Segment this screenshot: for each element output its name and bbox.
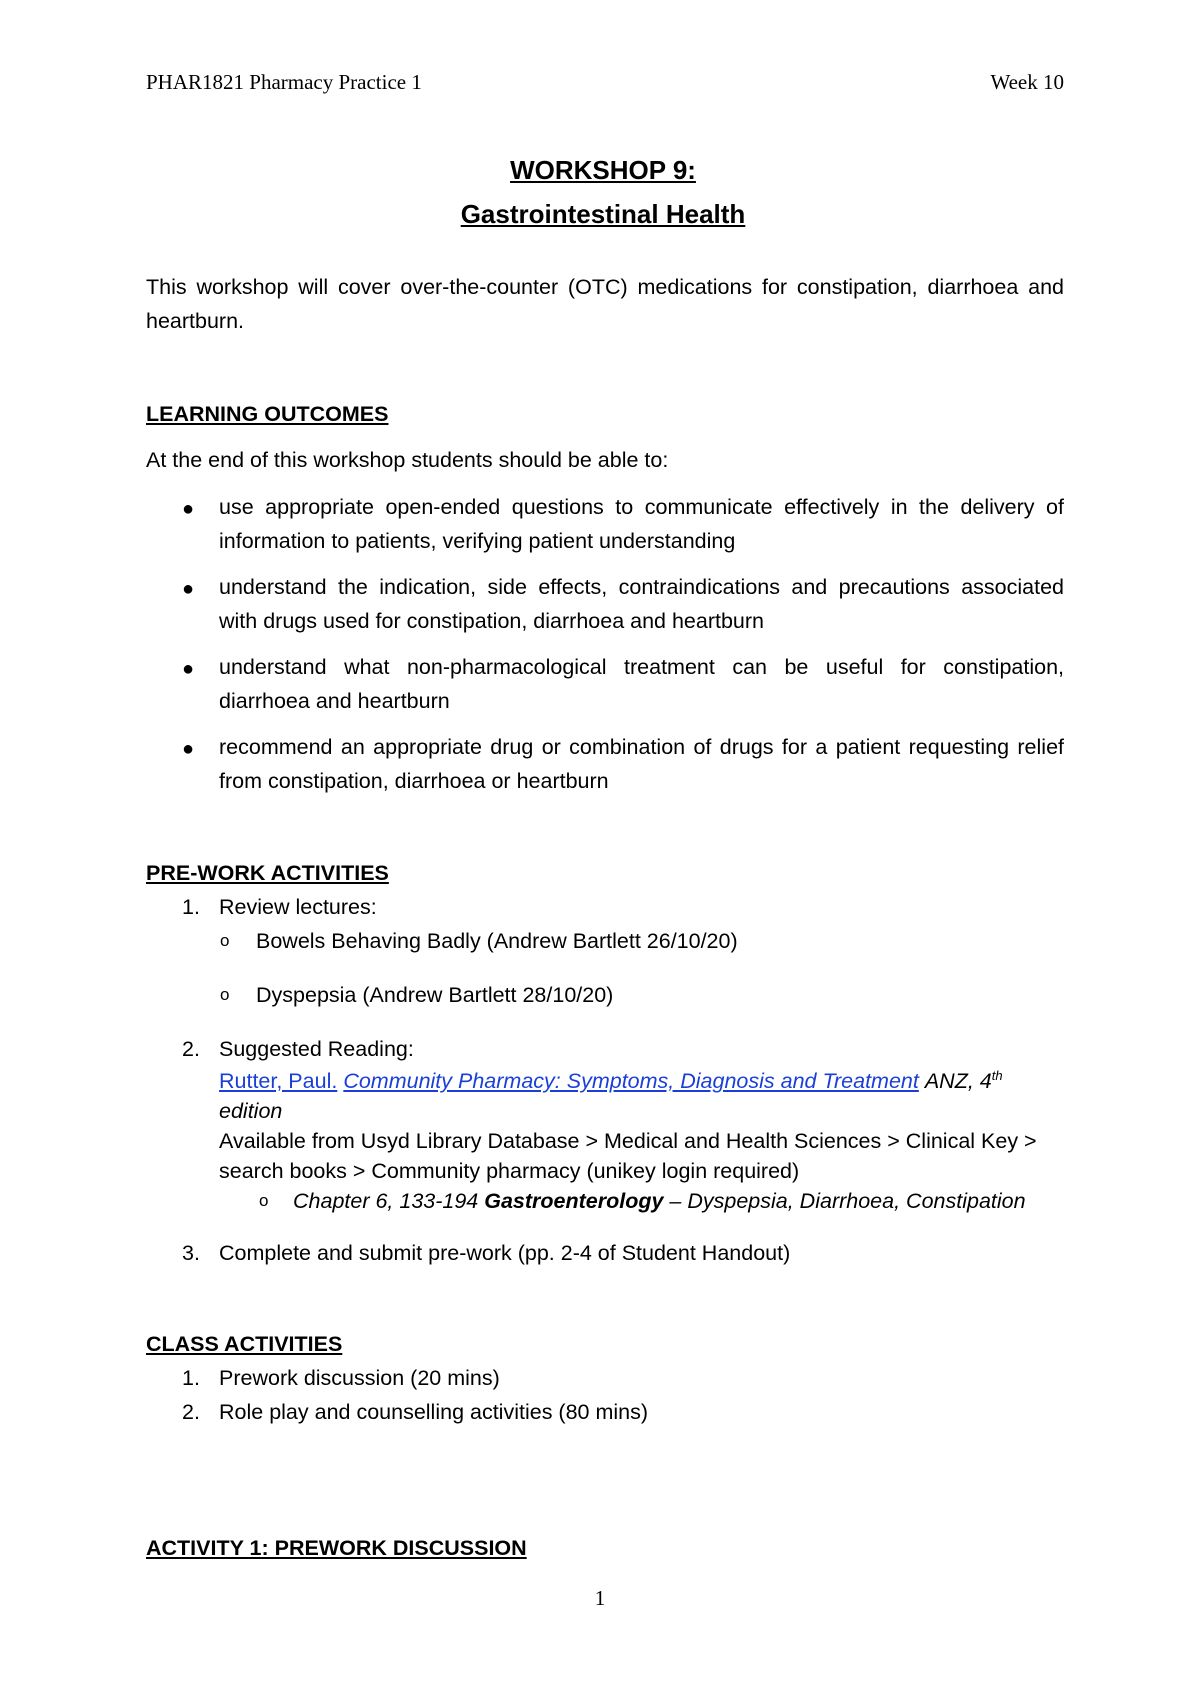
lecture-text: Bowels Behaving Badly (Andrew Bartlett 26/10/20) xyxy=(256,929,738,953)
edition-suffix: edition xyxy=(219,1099,283,1123)
circle-bullet-icon: o xyxy=(220,985,230,1004)
list-item xyxy=(146,1032,1064,1216)
item-number: 1. xyxy=(182,1366,200,1390)
chapter-suffix: – Dyspepsia, Diarrhoea, Constipation xyxy=(663,1189,1026,1213)
workshop-subtitle: Gastrointestinal Health xyxy=(460,199,746,229)
bullet-icon: ● xyxy=(182,738,195,760)
activity-text: Role play and counselling activities (80 mins) xyxy=(219,1400,649,1424)
activity1-heading: ACTIVITY 1: PREWORK DISCUSSION xyxy=(146,1536,527,1560)
learning-outcomes-lead: At the end of this workshop students should be able to: xyxy=(146,448,669,472)
bullet-icon: ● xyxy=(182,498,195,520)
list-item xyxy=(146,1395,1064,1429)
list-item xyxy=(146,490,1064,558)
header-course: PHAR1821 Pharmacy Practice 1 xyxy=(146,70,422,94)
availability-text: Available from Usyd Library Database > Medical and Health Sciences > Clinical Key > search books > Community pharmacy (unikey login required) xyxy=(219,1129,1037,1183)
item-number: 2. xyxy=(182,1037,200,1061)
circle-bullet-icon: o xyxy=(259,1191,269,1210)
learning-outcomes-heading: LEARNING OUTCOMES xyxy=(146,402,389,426)
activity-text: Prework discussion (20 mins) xyxy=(219,1366,500,1390)
edition-sup: th xyxy=(991,1067,1003,1083)
lecture-text: Dyspepsia (Andrew Bartlett 28/10/20) xyxy=(256,983,614,1007)
header-week: Week 10 xyxy=(990,70,1064,94)
edition-text: ANZ, 4 xyxy=(924,1069,992,1093)
list-item xyxy=(146,570,1064,638)
outcome-text: understand what non-pharmacological treatment can be useful for constipation, diarrhoea and heartburn xyxy=(219,655,1064,713)
intro-paragraph: This workshop will cover over-the-counter (OTC) medications for constipation, diarrhoea and heartburn. xyxy=(146,275,1064,333)
review-lectures-label: Review lectures: xyxy=(219,895,377,919)
outcome-text: recommend an appropriate drug or combination of drugs for a patient requesting relief from constipation, diarrhoea or heartburn xyxy=(219,735,1064,793)
bullet-icon: ● xyxy=(182,658,195,680)
lecture-item xyxy=(146,924,1064,958)
prework-heading: PRE-WORK ACTIVITIES xyxy=(146,861,389,885)
reading-citation xyxy=(146,1066,1064,1126)
list-item xyxy=(146,730,1064,798)
lecture-item xyxy=(146,978,1064,1012)
list-item xyxy=(146,1236,1064,1270)
title-block xyxy=(146,148,1060,236)
outcome-text: understand the indication, side effects, contraindications and precautions associated with drugs used for constipation, diarrhoea and heartburn xyxy=(219,575,1064,633)
list-item xyxy=(146,890,1064,1012)
outcome-text: use appropriate open-ended questions to communicate effectively in the delivery of information to patients, verifying patient understanding xyxy=(219,495,1064,553)
list-item xyxy=(146,1361,1064,1395)
list-item xyxy=(146,650,1064,718)
workshop-title: WORKSHOP 9: xyxy=(510,155,696,185)
bullet-icon: ● xyxy=(182,578,195,600)
item-number: 2. xyxy=(182,1400,200,1424)
prework-list xyxy=(146,890,1064,1270)
circle-bullet-icon: o xyxy=(220,931,230,950)
class-activities-list xyxy=(146,1361,1064,1429)
suggested-reading-label: Suggested Reading: xyxy=(219,1037,414,1061)
chapter-bold: Gastroenterology xyxy=(484,1189,664,1213)
author-link[interactable]: Rutter, Paul. xyxy=(219,1069,338,1093)
page-number: 1 xyxy=(594,1586,606,1610)
learning-outcomes-list xyxy=(146,490,1064,810)
item-number: 1. xyxy=(182,895,200,919)
submit-prework-text: Complete and submit pre-work (pp. 2-4 of Student Handout) xyxy=(219,1241,791,1265)
item-number: 3. xyxy=(182,1241,200,1265)
class-activities-heading: CLASS ACTIVITIES xyxy=(146,1332,343,1356)
chapter-item xyxy=(146,1186,1064,1216)
book-link[interactable]: Community Pharmacy: Symptoms, Diagnosis and Treatment xyxy=(343,1069,919,1093)
chapter-text: Chapter 6, 133-194 xyxy=(293,1189,485,1213)
